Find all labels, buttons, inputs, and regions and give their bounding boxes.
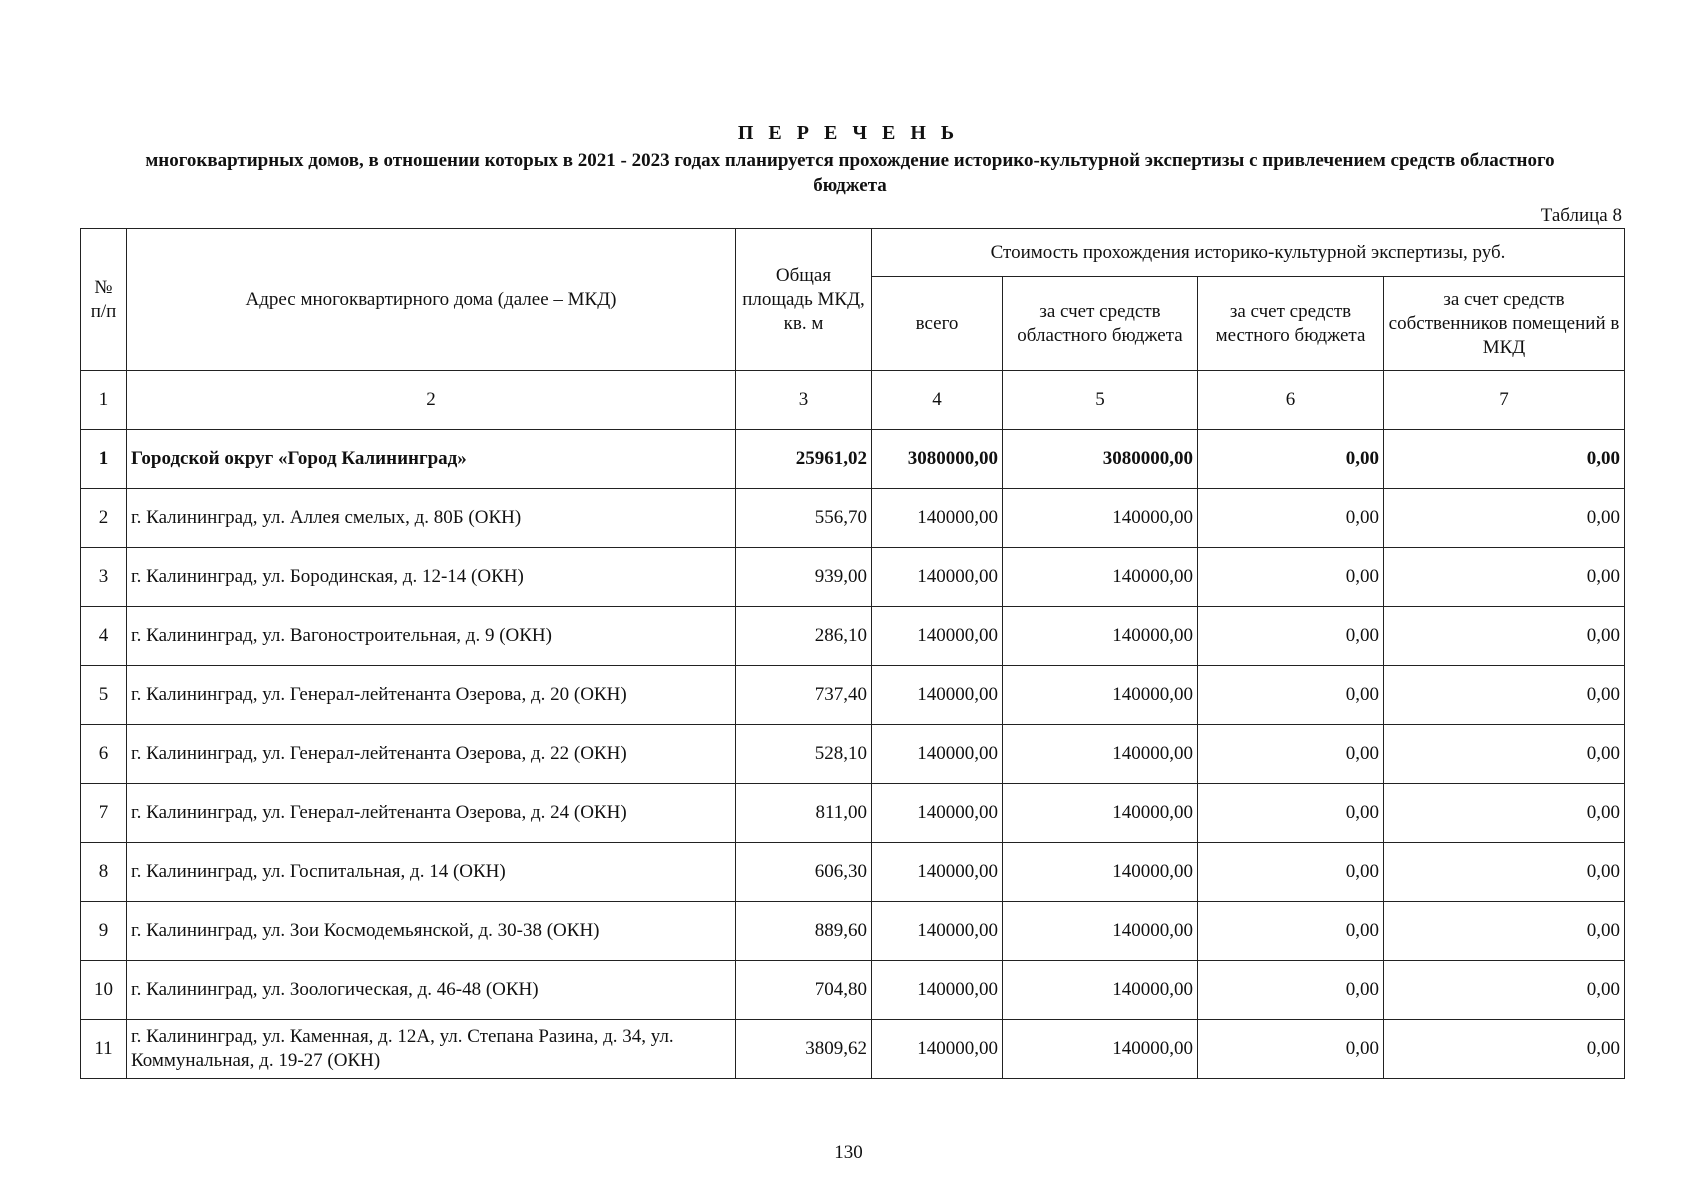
column-number-row [81, 371, 1625, 430]
row-local-cost: 0,00 [1198, 548, 1384, 607]
row-address: г. Калининград, ул. Госпитальная, д. 14 (ОКН) [127, 843, 736, 902]
column-number: 2 [127, 371, 736, 430]
row-number: 6 [81, 725, 127, 784]
row-total-cost: 140000,00 [872, 1020, 1003, 1079]
row-area: 737,40 [736, 666, 872, 725]
row-owners-cost: 0,00 [1384, 548, 1625, 607]
row-total-cost: 140000,00 [872, 607, 1003, 666]
row-regional-cost: 140000,00 [1003, 666, 1198, 725]
row-number: 1 [81, 430, 127, 489]
row-local-cost: 0,00 [1198, 725, 1384, 784]
table-row [81, 902, 1625, 961]
row-owners-cost: 0,00 [1384, 902, 1625, 961]
row-area: 889,60 [736, 902, 872, 961]
row-number: 7 [81, 784, 127, 843]
row-address: Городской округ «Город Калининград» [127, 430, 736, 489]
column-number: 4 [872, 371, 1003, 430]
row-regional-cost: 140000,00 [1003, 902, 1198, 961]
row-area: 286,10 [736, 607, 872, 666]
row-total-cost: 140000,00 [872, 666, 1003, 725]
table-row [81, 961, 1625, 1020]
table-row [81, 1020, 1625, 1079]
row-total-cost: 140000,00 [872, 725, 1003, 784]
row-owners-cost: 0,00 [1384, 666, 1625, 725]
header-address: Адрес многоквартирного дома (далее – МКД) [127, 229, 736, 371]
row-regional-cost: 140000,00 [1003, 843, 1198, 902]
row-number: 2 [81, 489, 127, 548]
row-regional-cost: 140000,00 [1003, 725, 1198, 784]
row-regional-cost: 3080000,00 [1003, 430, 1198, 489]
row-number: 11 [81, 1020, 127, 1079]
row-owners-cost: 0,00 [1384, 489, 1625, 548]
buildings-table [80, 228, 1625, 1079]
row-address: г. Калининград, ул. Каменная, д. 12А, ул. Степана Разина, д. 34, ул. Коммунальная, д. 19-27 (ОКН) [127, 1020, 736, 1079]
row-total-cost: 140000,00 [872, 784, 1003, 843]
column-number: 5 [1003, 371, 1198, 430]
row-regional-cost: 140000,00 [1003, 784, 1198, 843]
column-number: 1 [81, 371, 127, 430]
row-area: 704,80 [736, 961, 872, 1020]
table-row [81, 784, 1625, 843]
row-local-cost: 0,00 [1198, 843, 1384, 902]
document-subtitle: многоквартирных домов, в отношении которых в 2021 - 2023 годах планируется прохождение историко-культурной экспертизы с привлечением средств областного бюджета [145, 150, 1555, 196]
row-total-cost: 140000,00 [872, 489, 1003, 548]
row-address: г. Калининград, ул. Зои Космодемьянской, д. 30-38 (ОКН) [127, 902, 736, 961]
document-title: П Е Р Е Ч Е Н Ь [737, 122, 960, 144]
page-number: 130 [834, 1142, 863, 1163]
column-number: 3 [736, 371, 872, 430]
header-number: № п/п [81, 229, 127, 371]
row-area: 3809,62 [736, 1020, 872, 1079]
row-total-cost: 140000,00 [872, 843, 1003, 902]
header-owners-funds: за счет средств собственников помещений в МКД [1384, 277, 1625, 371]
row-owners-cost: 0,00 [1384, 784, 1625, 843]
row-address: г. Калининград, ул. Аллея смелых, д. 80Б (ОКН) [127, 489, 736, 548]
row-owners-cost: 0,00 [1384, 1020, 1625, 1079]
row-total-cost: 140000,00 [872, 902, 1003, 961]
table-label: Таблица 8 [1540, 205, 1622, 226]
header-area: Общая площадь МКД, кв. м [736, 229, 872, 371]
row-owners-cost: 0,00 [1384, 843, 1625, 902]
row-regional-cost: 140000,00 [1003, 607, 1198, 666]
row-local-cost: 0,00 [1198, 666, 1384, 725]
row-local-cost: 0,00 [1198, 1020, 1384, 1079]
row-address: г. Калининград, ул. Генерал-лейтенанта Озерова, д. 22 (ОКН) [127, 725, 736, 784]
header-total: всего [872, 277, 1003, 371]
row-owners-cost: 0,00 [1384, 607, 1625, 666]
row-local-cost: 0,00 [1198, 784, 1384, 843]
row-total-cost: 140000,00 [872, 548, 1003, 607]
row-regional-cost: 140000,00 [1003, 548, 1198, 607]
row-number: 10 [81, 961, 127, 1020]
row-owners-cost: 0,00 [1384, 430, 1625, 489]
row-number: 5 [81, 666, 127, 725]
table-row [81, 843, 1625, 902]
row-owners-cost: 0,00 [1384, 961, 1625, 1020]
row-address: г. Калининград, ул. Бородинская, д. 12-14 (ОКН) [127, 548, 736, 607]
row-area: 606,30 [736, 843, 872, 902]
row-total-cost: 3080000,00 [872, 430, 1003, 489]
row-number: 9 [81, 902, 127, 961]
table-row [81, 666, 1625, 725]
row-local-cost: 0,00 [1198, 430, 1384, 489]
table-row [81, 489, 1625, 548]
row-address: г. Калининград, ул. Вагоностроительная, д. 9 (ОКН) [127, 607, 736, 666]
column-number: 6 [1198, 371, 1384, 430]
row-area: 811,00 [736, 784, 872, 843]
row-number: 4 [81, 607, 127, 666]
row-area: 25961,02 [736, 430, 872, 489]
column-number: 7 [1384, 371, 1625, 430]
table-row [81, 607, 1625, 666]
row-number: 8 [81, 843, 127, 902]
table-row [81, 725, 1625, 784]
row-regional-cost: 140000,00 [1003, 1020, 1198, 1079]
row-regional-cost: 140000,00 [1003, 489, 1198, 548]
table-row [81, 430, 1625, 489]
header-regional-budget: за счет средств областного бюджета [1003, 277, 1198, 371]
row-local-cost: 0,00 [1198, 489, 1384, 548]
row-total-cost: 140000,00 [872, 961, 1003, 1020]
row-area: 528,10 [736, 725, 872, 784]
row-address: г. Калининград, ул. Генерал-лейтенанта Озерова, д. 20 (ОКН) [127, 666, 736, 725]
row-local-cost: 0,00 [1198, 902, 1384, 961]
row-address: г. Калининград, ул. Зоологическая, д. 46-48 (ОКН) [127, 961, 736, 1020]
header-local-budget: за счет средств местного бюджета [1198, 277, 1384, 371]
table-row [81, 548, 1625, 607]
row-regional-cost: 140000,00 [1003, 961, 1198, 1020]
row-address: г. Калининград, ул. Генерал-лейтенанта Озерова, д. 24 (ОКН) [127, 784, 736, 843]
row-number: 3 [81, 548, 127, 607]
header-cost-group: Стоимость прохождения историко-культурной экспертизы, руб. [872, 229, 1625, 277]
row-owners-cost: 0,00 [1384, 725, 1625, 784]
row-area: 556,70 [736, 489, 872, 548]
row-local-cost: 0,00 [1198, 607, 1384, 666]
row-area: 939,00 [736, 548, 872, 607]
row-local-cost: 0,00 [1198, 961, 1384, 1020]
